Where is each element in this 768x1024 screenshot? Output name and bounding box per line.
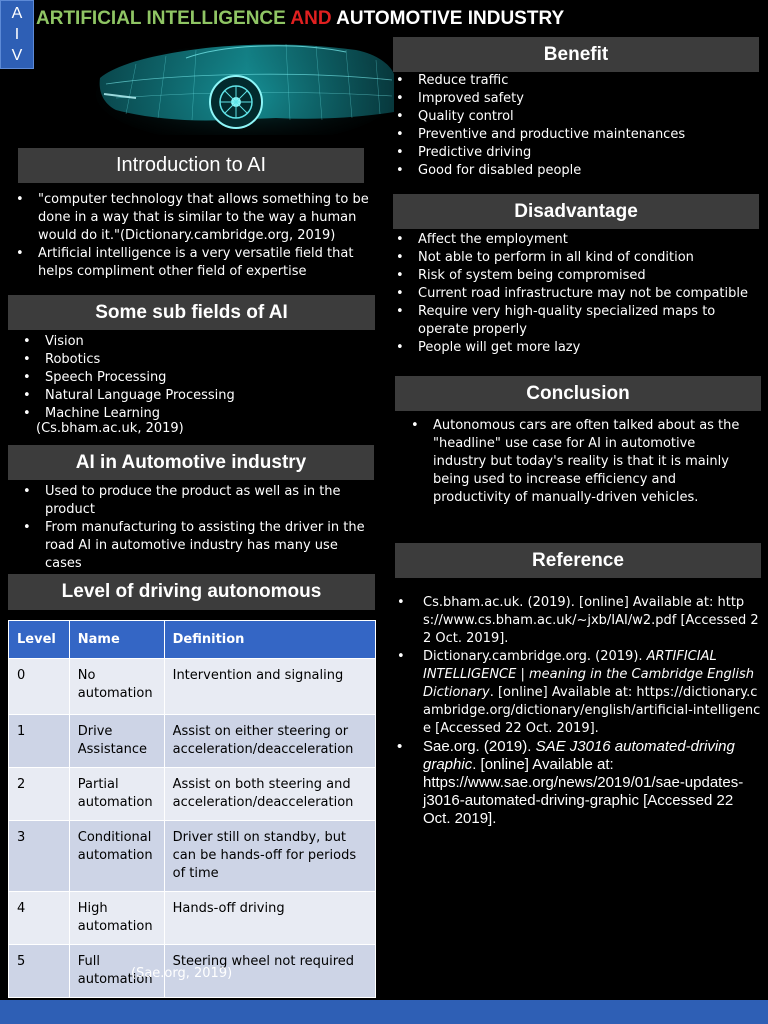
introduction-heading: Introduction to AI [18,148,364,183]
column-header-definition: Definition [164,621,375,659]
table-row [9,892,376,945]
list-item: • Risk of system being compromised [418,267,766,285]
list-item: • Robotics [45,351,365,369]
logo [0,0,34,69]
levels-table [8,620,376,998]
logo-letter-a: A [11,4,23,22]
cell-definition: Assist on both steering and acceleration/deacceleration [164,768,375,821]
list-item: • Predictive driving [418,144,758,162]
subfields-list [45,333,365,423]
list-item: • Reduce traffic [418,72,758,90]
cell-level: 0 [9,659,70,715]
automotive-list [45,483,377,573]
benefit-list [418,72,758,180]
table-row [9,659,376,715]
list-item: • Natural Language Processing [45,387,365,405]
list-item: • People will get more lazy [418,339,766,357]
levels-citation: (Sae.org, 2019) [131,966,233,981]
cell-name: Full automation [69,945,164,998]
introduction-list [38,191,374,281]
reference-heading: Reference [395,543,761,578]
list-item: • Affect the employment [418,231,766,249]
cell-name: Drive Assistance [69,715,164,768]
conclusion-heading: Conclusion [395,376,761,411]
list-item: • From manufacturing to assisting the driver in the road AI in automotive industry has many use cases [45,519,377,573]
car-wireframe-image [96,34,394,135]
reference-list [423,594,761,828]
cell-level: 1 [9,715,70,768]
automotive-heading: AI in Automotive industry [8,445,374,480]
list-item: • Artificial intelligence is a very versatile field that helps compliment other field of expertise [38,245,374,281]
cell-name: High automation [69,892,164,945]
cell-definition: Driver still on standby, but can be hands-off for periods of time [164,821,375,892]
cell-name: Conditional automation [69,821,164,892]
cell-level: 5 [9,945,70,998]
title-part-2: AND [290,8,332,29]
reference-item [423,648,761,738]
table-header-row [9,621,376,659]
list-item: • Preventive and productive maintenances [418,126,758,144]
reference-text: Sae.org. (2019). [423,738,536,755]
cell-definition: Assist on either steering or acceleration/deacceleration [164,715,375,768]
reference-text: . [online] Available at: https://dictionary.cambridge.org/dictionary/english/artificial-intelligence [Accessed 22 Oct. 2019]. [423,685,761,736]
logo-letter-i: I [14,25,20,43]
list-item: • Used to produce the product as well as in the product [45,483,377,519]
list-item: • Require very high-quality specialized maps to operate properly [418,303,766,339]
logo-letter-v: V [11,46,23,64]
page-title [36,8,564,30]
cell-name: Partial automation [69,768,164,821]
list-item: • "computer technology that allows something to be done in a way that is similar to the way a human would do it."(Dictionary.cambridge.org, 2019) [38,191,374,245]
title-part-1: ARTIFICIAL INTELLIGENCE [36,8,291,29]
reference-item [423,738,761,828]
cell-definition: Hands-off driving [164,892,375,945]
reference-title: ARTIFICIAL INTELLIGENCE | meaning in the Cambridge English Dictionary [423,649,755,700]
cell-definition: Intervention and signaling [164,659,375,715]
subfields-heading: Some sub fields of AI [8,295,375,330]
disadvantage-heading: Disadvantage [393,194,759,229]
list-item: • Improved safety [418,90,758,108]
list-item: • Vision [45,333,365,351]
table-row [9,768,376,821]
cell-level: 3 [9,821,70,892]
conclusion-text: • Autonomous cars are often talked about as the "headline" use case for AI in automotive industry but today's reality is that it is mainly being used to increase efficiency and productivity of manually-driven vehicles. [433,417,751,507]
column-header-name: Name [69,621,164,659]
conclusion-list [433,417,751,507]
list-item: • Not able to perform in all kind of condition [418,249,766,267]
list-item: • Speech Processing [45,369,365,387]
title-part-3: AUTOMOTIVE INDUSTRY [331,8,565,29]
reference-text: Dictionary.cambridge.org. (2019). [423,649,647,664]
levels-heading: Level of driving autonomous [8,574,375,610]
reference-text: . [online] Available at: https://www.sae.org/news/2019/01/sae-updates-j3016-automated-driving-graphic [Accessed 22 Oct. 2019]. [423,756,744,827]
list-item: • Machine Learning [45,405,365,423]
cell-level: 4 [9,892,70,945]
cell-definition: Steering wheel not required [164,945,375,998]
reference-title: SAE J3016 automated-driving graphic [423,738,735,773]
footer-bar [0,1000,768,1024]
cell-name: No automation [69,659,164,715]
column-header-level: Level [9,621,70,659]
benefit-heading: Benefit [393,37,759,72]
table-row [9,821,376,892]
reference-item: • Cs.bham.ac.uk. (2019). [online] Available at: https://www.cs.bham.ac.uk/~jxb/IAI/w2.pdf [Accessed 22 Oct. 2019]. [423,594,761,648]
cell-level: 2 [9,768,70,821]
list-item: • Good for disabled people [418,162,758,180]
table-row [9,715,376,768]
disadvantage-list [418,231,766,357]
list-item: • Current road infrastructure may not be compatible [418,285,766,303]
subfields-citation: (Cs.bham.ac.uk, 2019) [36,421,184,436]
list-item: • Quality control [418,108,758,126]
